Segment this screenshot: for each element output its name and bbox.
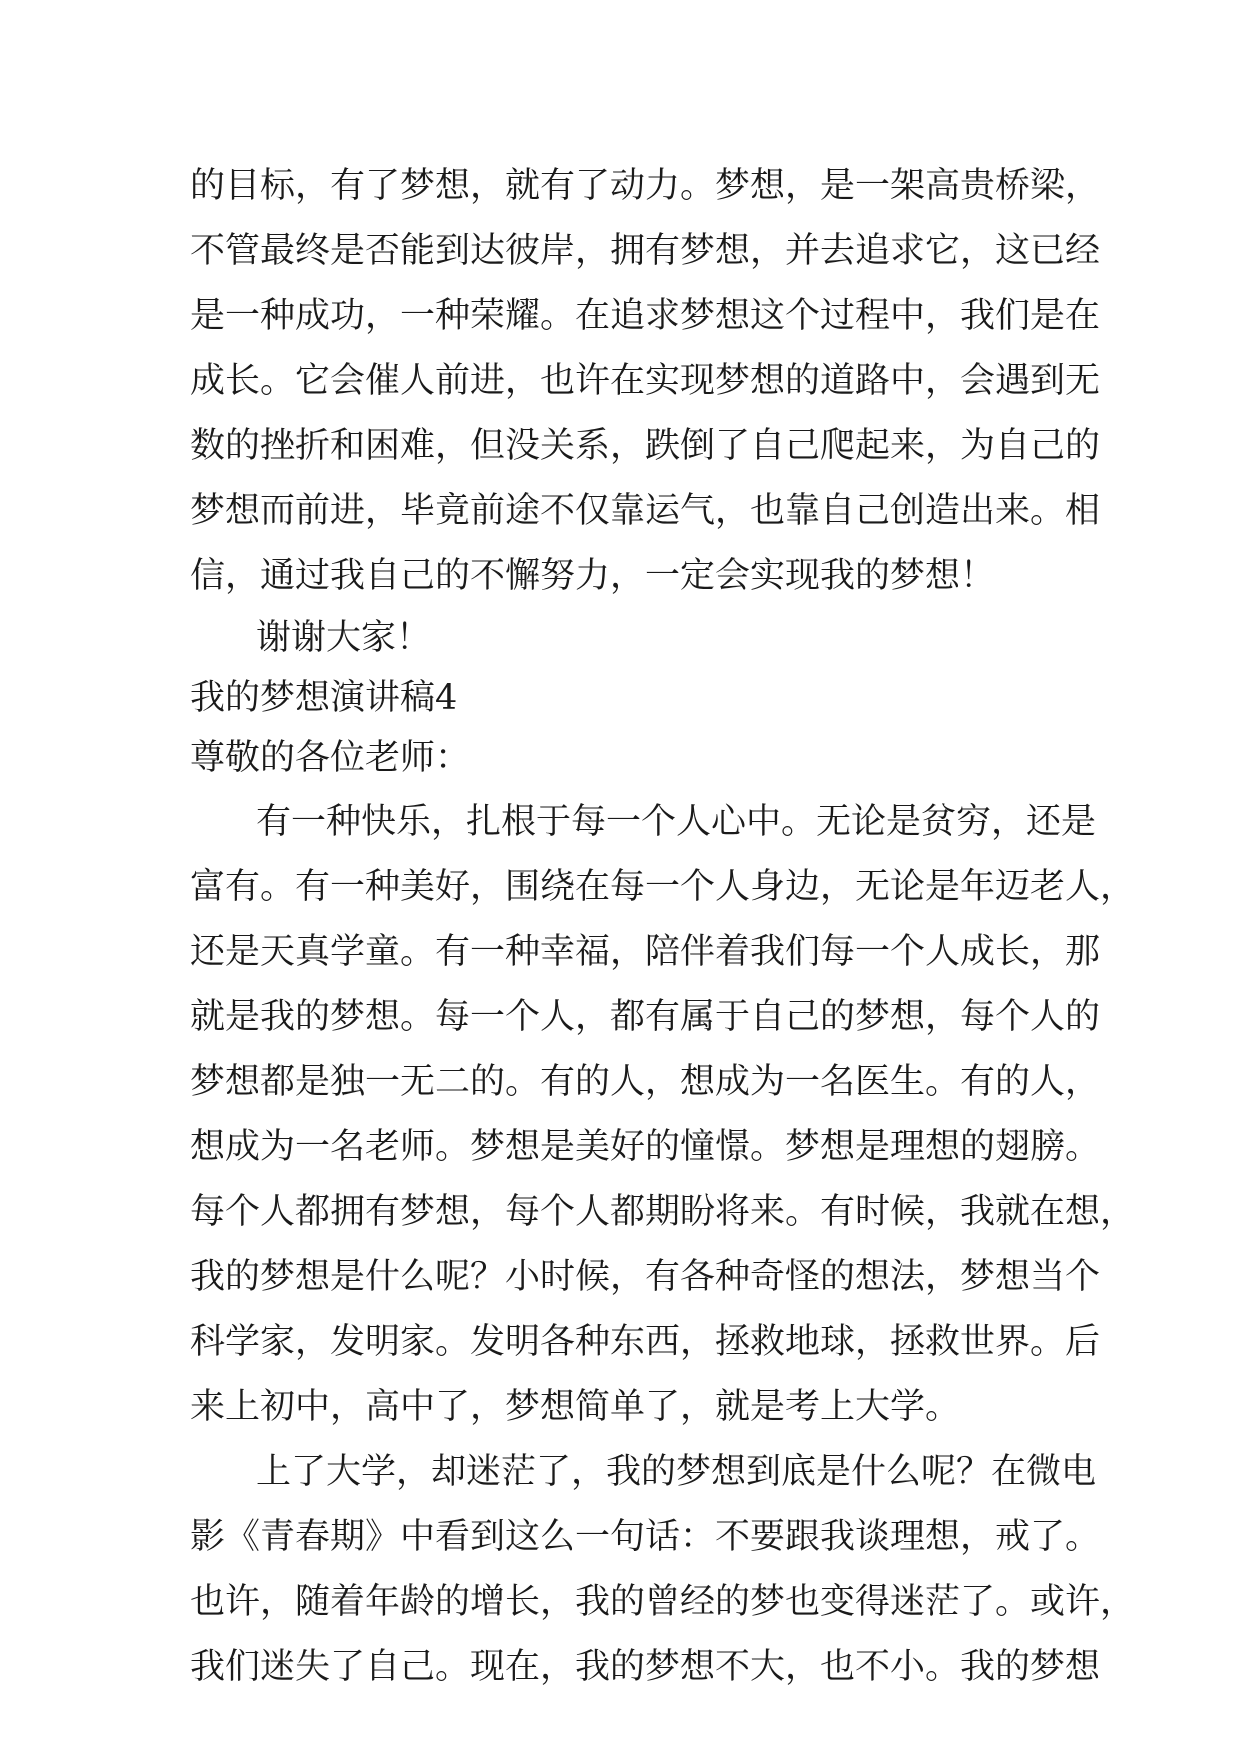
paragraph-line: 是一种成功，一种荣耀。在追求梦想这个过程中，我们是在 [190, 296, 1101, 336]
paragraph-line: 我们迷失了自己。现在，我的梦想不大，也不小。我的梦想 [190, 1647, 1101, 1687]
section-heading: 我的梦想演讲稿4 [190, 678, 458, 718]
paragraph-line: 不管最终是否能到达彼岸，拥有梦想，并去追求它，这已经 [190, 231, 1101, 271]
paragraph-line: 有一种快乐，扎根于每一个人心中。无论是贫穷，还是 [256, 802, 1097, 842]
paragraph-line: 梦想都是独一无二的。有的人，想成为一名医生。有的人， [190, 1062, 1101, 1102]
paragraph-line: 还是天真学童。有一种幸福，陪伴着我们每一个人成长，那 [190, 932, 1101, 972]
paragraph-line: 梦想而前进，毕竟前途不仅靠运气，也靠自己创造出来。相 [190, 491, 1101, 531]
paragraph-line: 想成为一名老师。梦想是美好的憧憬。梦想是理想的翅膀。 [190, 1127, 1101, 1167]
paragraph-line: 每个人都拥有梦想，每个人都期盼将来。有时候，我就在想， [190, 1192, 1136, 1232]
salutation: 尊敬的各位老师： [190, 738, 471, 778]
paragraph-line: 数的挫折和困难，但没关系，跌倒了自己爬起来，为自己的 [190, 426, 1101, 466]
paragraph-line: 就是我的梦想。每一个人，都有属于自己的梦想，每个人的 [190, 997, 1101, 1037]
paragraph-line: 来上初中，高中了，梦想简单了，就是考上大学。 [190, 1387, 961, 1427]
paragraph-line: 成长。它会催人前进，也许在实现梦想的道路中，会遇到无 [190, 361, 1101, 401]
paragraph-line: 信，通过我自己的不懈努力，一定会实现我的梦想！ [190, 556, 996, 596]
paragraph-line: 科学家，发明家。发明各种东西，拯救地球，拯救世界。后 [190, 1322, 1101, 1362]
paragraph-line: 我的梦想是什么呢？小时候，有各种奇怪的想法，梦想当个 [190, 1257, 1101, 1297]
closing-line: 谢谢大家！ [256, 618, 432, 658]
paragraph-line: 富有。有一种美好，围绕在每一个人身边，无论是年迈老人， [190, 867, 1136, 907]
paragraph-line: 也许，随着年龄的增长，我的曾经的梦也变得迷茫了。或许， [190, 1582, 1136, 1622]
paragraph-line: 影《青春期》中看到这么一句话：不要跟我谈理想，戒了。 [190, 1517, 1101, 1557]
paragraph-line: 上了大学，却迷茫了，我的梦想到底是什么呢？在微电 [256, 1452, 1097, 1492]
paragraph-line: 的目标，有了梦想，就有了动力。梦想，是一架高贵桥梁， [190, 166, 1101, 206]
